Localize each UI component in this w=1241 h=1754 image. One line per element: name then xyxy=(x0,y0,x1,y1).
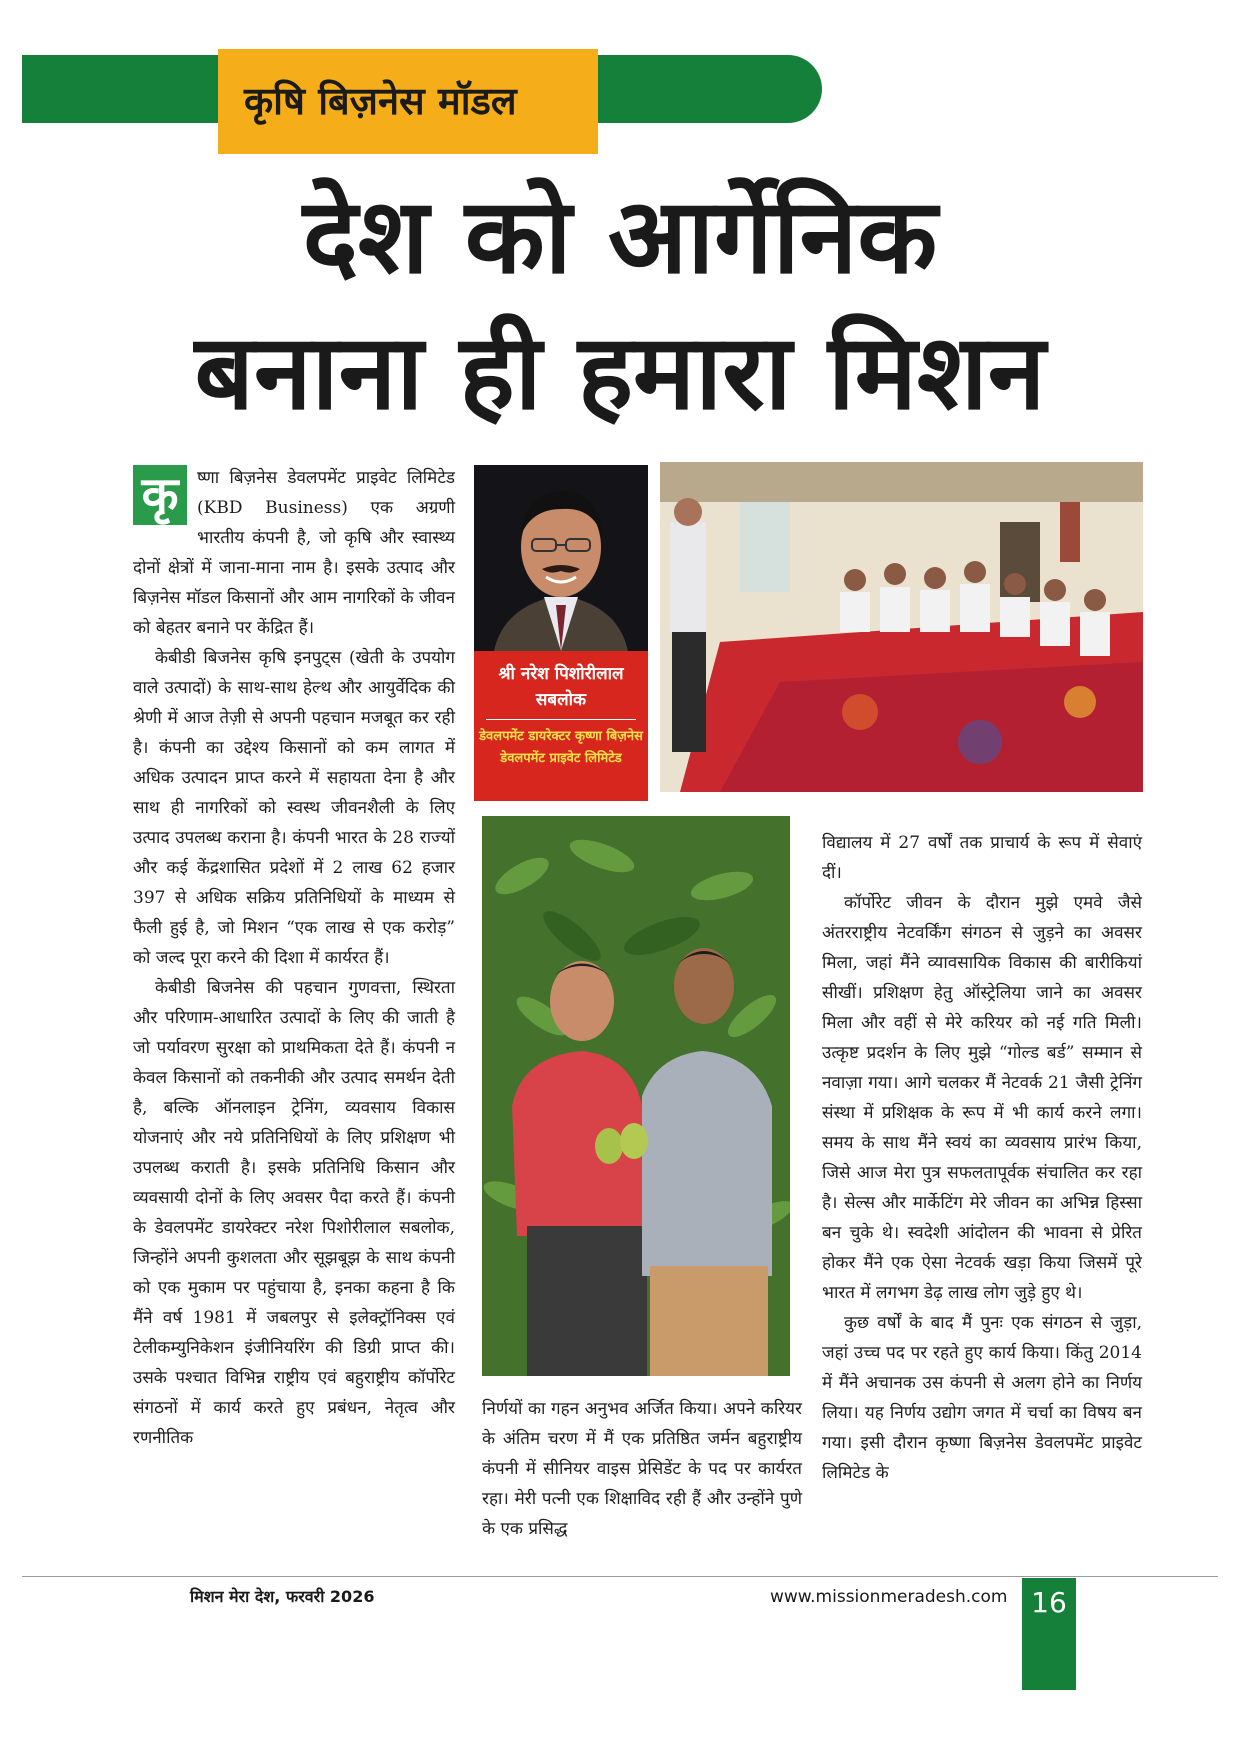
caption-title: डेवलपमेंट डायरेक्टर कृष्णा बिज़नेस डेवलपमेंट प्राइवेट लिमिटेड xyxy=(479,729,643,766)
mango-photo xyxy=(482,816,790,1376)
article-column-3 xyxy=(822,828,1142,1488)
paragraph: कॉर्पोरेट जीवन के दौरान मुझे एमवे जैसे अंतरराष्ट्रीय नेटवर्किंग संगठन से जुड़ने का अवसर मिला, जहां मैंने व्यावसायिक विकास की बारीकियां सीखीं। प्रशिक्षण हेतु ऑस्ट्रेलिया जाने का अवसर मिला और वहीं से मेरे करियर को नई गति मिली। उत्कृष्ट प्रदर्शन के लिए मुझे “गोल्ड बर्ड” सम्मान से नवाज़ा गया। आगे चलकर मैं नेटवर्क 21 जैसी ट्रेनिंग संस्था में प्रशिक्षक के रूप में भी कार्य करने लगा। समय के साथ मैंने स्वयं का व्यवसाय प्रारंभ किया, जिसे आज मेरा पुत्र सफलतापूर्वक संचालित कर रहा है। सेल्स और मार्केटिंग मेरे जीवन का अभिन्न हिस्सा बन चुके थे। स्वदेशी आंदोलन की भावना से प्रेरित होकर मैंने एक ऐसा नेटवर्क खड़ा किया जिसमें पूरे भारत में लगभग डेढ़ लाख लोग जुड़े हुए थे। xyxy=(822,893,1142,1303)
headline-line-2: बनाना ही हमारा मिशन xyxy=(194,311,1046,433)
caption-divider xyxy=(486,719,636,720)
paragraph: ष्णा बिज़नेस डेवलपमेंट प्राइवेट लिमिटेड (KBD Business) एक अग्रणी भारतीय कंपनी है, जो कृषि और स्वास्थ्य दोनों क्षेत्रों में जाना-माना नाम है। इसके उत्पाद और बिज़नेस मॉडल किसानों और आम नागरिकों के जीवन को बेहतर बनाने पर केंद्रित हैं। xyxy=(133,468,455,638)
mango-illustration xyxy=(482,816,790,1376)
paragraph: निर्णयों का गहन अनुभव अर्जित किया। अपने करियर के अंतिम चरण में मैं एक प्रतिष्ठित जर्मन बहुराष्ट्रीय कंपनी में सीनियर वाइस प्रेसिडेंट के पद पर कार्यरत रहा। मेरी पत्नी एक शिक्षाविद रही हैं और उन्होंने पुणे के एक प्रसिद्ध xyxy=(482,1399,802,1539)
paragraph: केबीडी बिजनेस कृषि इनपुट्स (खेती के उपयोग वाले उत्पादों) के साथ-साथ हेल्थ और आयुर्वेदिक की श्रेणी में आज तेज़ी से अपनी पहचान मजबूत कर रही है। कंपनी का उद्देश्य किसानों को कम लागत में अधिक उत्पादन प्राप्त करने में सहायता देना है और साथ ही नागरिकों को स्वस्थ जीवनशैली के लिए उत्पाद उपलब्ध कराना है। कंपनी भारत के 28 राज्यों और कई केंद्रशासित प्रदेशों में 2 लाख 62 हजार 397 से अधिक सक्रिय प्रतिनिधियों के माध्यम से फैली हुई है, जो मिशन “एक लाख से एक करोड़” को जल्द पूरा करने की दिशा में कार्यरत हैं। xyxy=(133,648,455,968)
portrait-photo xyxy=(474,465,648,651)
meeting-illustration xyxy=(660,462,1143,792)
drop-cap: कृ xyxy=(133,465,187,525)
caption-name: श्री नरेश पिशोरीलाल सबलोक xyxy=(498,664,624,710)
paragraph: विद्यालय में 27 वर्षों तक प्राचार्य के रूप में सेवाएं दीं। xyxy=(822,833,1142,883)
paragraph: केबीडी बिजनेस की पहचान गुणवत्ता, स्थिरता और परिणाम-आधारित उत्पादों के लिए की जाती है जो पर्यावरण सुरक्षा को प्राथमिकता देते हैं। कंपनी न केवल किसानों को तकनीकी और उत्पाद समर्थन देती है, बल्कि ऑनलाइन ट्रेनिंग, व्यवसाय विकास योजनाएं और नये प्रतिनिधियों के लिए प्रशिक्षण भी उपलब्ध कराती है। इसके प्रतिनिधि किसान और व्यवसायी दोनों के लिए अवसर पैदा करते हैं। कंपनी के डेवलपमेंट डायरेक्टर नरेश पिशोरीलाल सबलोक, जिन्होंने अपनी कुशलता और सूझबूझ के साथ कंपनी को एक मुकाम पर पहुंचाया है, इनका कहना है कि मैंने वर्ष 1981 में जबलपुर से इलेक्ट्रॉनिक्स एवं टेलीकम्युनिकेशन इंजीनियरिंग की डिग्री प्राप्त की। उसके पश्चात विभिन्न राष्ट्रीय एवं बहुराष्ट्रीय कॉर्पोरेट संगठनों में कार्य करते हुए प्रबंधन, नेतृत्व और रणनीतिक xyxy=(133,978,455,1448)
article-column-2 xyxy=(482,1394,802,1544)
footer-website-link[interactable]: www.missionmeradesh.com xyxy=(770,1587,1008,1607)
headline-line-1: देश को आर्गेनिक xyxy=(302,175,938,297)
page-number: 16 xyxy=(1022,1578,1076,1690)
footer-divider xyxy=(22,1576,1218,1577)
headline xyxy=(60,168,1180,440)
footer-publication: मिशन मेरा देश, फरवरी 2026 xyxy=(190,1587,375,1606)
article-column-1 xyxy=(133,463,455,1553)
meeting-photo xyxy=(660,462,1143,792)
paragraph: कुछ वर्षों के बाद मैं पुनः एक संगठन से जुड़ा, जहां उच्च पद पर रहते हुए कार्य किया। किंतु 2014 में मैंने अचानक उस कंपनी से अलग होने का निर्णय लिया। यह निर्णय उद्योग जगत में चर्चा का विषय बन गया। इसी दौरान कृष्णा बिज़नेस डेवलपमेंट प्राइवेट लिमिटेड के xyxy=(822,1313,1142,1483)
portrait-caption xyxy=(474,651,648,801)
section-tag: कृषि बिज़नेस मॉडल xyxy=(218,49,598,154)
portrait-illustration xyxy=(474,465,648,651)
